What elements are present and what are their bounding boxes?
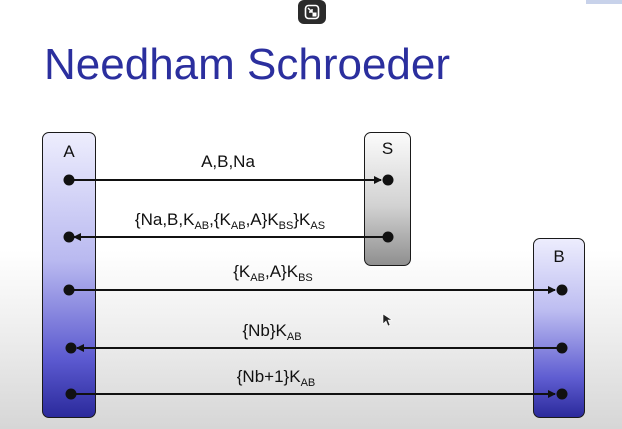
message-4-dot-end [66, 343, 77, 354]
party-s-label: S [381, 139, 394, 158]
message-3 [64, 262, 568, 296]
message-3-label: $\{K_{AB},A\}K_{BS}$ [233, 262, 313, 284]
message-2 [64, 210, 394, 243]
message-5 [66, 367, 568, 400]
message-3-dot-end [557, 285, 568, 296]
message-5-dot-start [66, 389, 77, 400]
message-4-dot-start [557, 343, 568, 354]
message-2-dot-end [64, 232, 75, 243]
message-5-label: $\{Nb+1\}K_{AB}$ [236, 367, 316, 389]
party-b-label: B [553, 247, 565, 266]
mouse-cursor-icon [383, 314, 392, 326]
message-3-dot-start [64, 285, 75, 296]
message-1-dot-start [64, 175, 75, 186]
message-2-dot-start [383, 232, 394, 243]
message-5-dot-end [557, 389, 568, 400]
message-1-dot-end [383, 175, 394, 186]
message-1-label: A,B,Na [201, 152, 255, 171]
message-4-label: $\{Nb\}K_{AB}$ [242, 321, 302, 343]
message-2-label: $\{Na,B,K_{AB},\{K_{AB},A\}K_{BS}\}K_{AS}$ [134, 210, 326, 232]
message-1 [64, 152, 394, 186]
message-4 [66, 321, 568, 354]
party-a-label: A [63, 142, 75, 161]
slide-title: Needham Schroeder [44, 40, 451, 89]
